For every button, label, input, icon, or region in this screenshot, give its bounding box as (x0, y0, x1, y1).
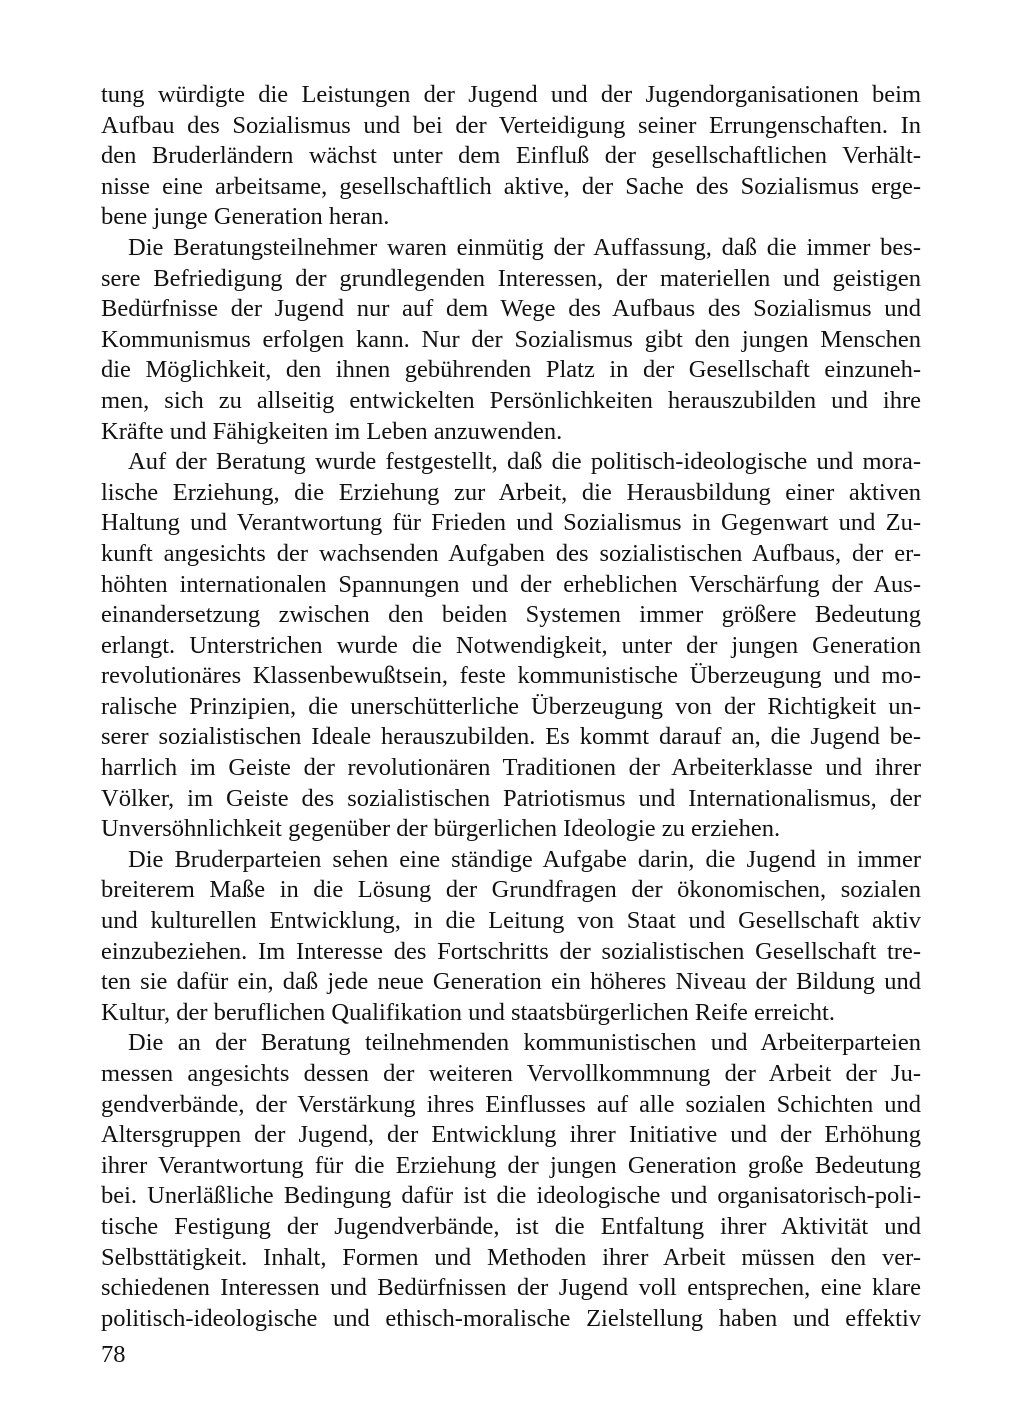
text-line: tung würdigte die Leistungen der Jugend und der Jugendorganisationen beim (101, 81, 921, 108)
text-line: schiedenen Interessen und Bedürfnissen der Jugend voll entsprechen, eine klare (101, 1274, 921, 1302)
text-line: Altersgruppen der Jugend, der Entwicklung ihrer Initiative und der Erhöhung (101, 1121, 921, 1149)
paragraph-4 (101, 845, 921, 1029)
text-line: Kultur, der beruflichen Qualifikation und staatsbürgerlichen Reife erreicht. (101, 998, 835, 1026)
paragraph-2 (101, 233, 921, 447)
paragraph-3 (101, 447, 921, 845)
text-line: bene junge Generation heran. (101, 203, 390, 231)
text-line: messen angesichts dessen der weiteren Vervollkommnung der Arbeit der Ju- (101, 1060, 921, 1087)
text-line: kunft angesichts der wachsenden Aufgaben des sozialistischen Aufbaus, der er- (101, 539, 921, 567)
text-line: Bedürfnisse der Jugend nur auf dem Wege des Aufbaus des Sozialismus und (101, 295, 921, 323)
text-line: sere Befriedigung der grundlegenden Interessen, der materiellen und geistigen (101, 264, 921, 292)
text-line: Die Beratungsteilnehmer waren einmütig der Auffassung, daß die immer bes- (128, 233, 921, 261)
text-line: ihrer Verantwortung für die Erziehung der jungen Generation große Bedeutung (101, 1151, 921, 1179)
text-line: Die an der Beratung teilnehmenden kommunistischen und Arbeiterparteien (128, 1029, 921, 1057)
text-line: den Bruderländern wächst unter dem Einfluß der gesellschaftlichen Verhält- (101, 142, 921, 170)
text-line: serer sozialistischen Ideale herauszubilden. Es kommt darauf an, die Jugend be- (101, 723, 921, 751)
text-line: höhten internationalen Spannungen und der erheblichen Verschärfung der Aus- (101, 570, 921, 598)
page-number: 78 (101, 1341, 126, 1368)
text-line: Kräfte und Fähigkeiten im Leben anzuwenden. (101, 417, 563, 445)
text-line: gendverbände, der Verstärkung ihres Einflusses auf alle sozialen Schichten und (101, 1090, 921, 1118)
text-line: ralische Prinzipien, die unerschütterliche Überzeugung von der Richtigkeit un- (101, 692, 921, 720)
text-line: nisse eine arbeitsame, gesellschaftlich aktive, der Sache des Sozialismus erge- (101, 172, 921, 200)
text-line: erlangt. Unterstrichen wurde die Notwendigkeit, unter der jungen Generation (101, 631, 921, 659)
text-line: Völker, im Geiste des sozialistischen Patriotismus und Internationalismus, der (101, 784, 921, 812)
text-line: einzubeziehen. Im Interesse des Fortschritts der sozialistischen Gesellschaft tre- (101, 937, 921, 965)
text-line: Kommunismus erfolgen kann. Nur der Sozialismus gibt den jungen Menschen (101, 325, 921, 353)
text-line: Selbsttätigkeit. Inhalt, Formen und Methoden ihrer Arbeit müssen den ver- (101, 1243, 921, 1271)
text-line: harrlich im Geiste der revolutionären Traditionen der Arbeiterklasse und ihrer (101, 754, 921, 782)
text-line: die Möglichkeit, den ihnen gebührenden Platz in der Gesellschaft einzuneh- (101, 356, 921, 384)
text-line: Aufbau des Sozialismus und bei der Verteidigung seiner Errungenschaften. In (101, 111, 921, 139)
text-line: Die Bruderparteien sehen eine ständige Aufgabe darin, die Jugend in immer (128, 845, 921, 873)
paragraph-1 (101, 80, 921, 233)
text-line: breiterem Maße in die Lösung der Grundfragen der ökonomischen, sozialen (101, 876, 921, 904)
text-line: und kulturellen Entwicklung, in die Leitung von Staat und Gesellschaft aktiv (101, 907, 921, 935)
text-line: bei. Unerläßliche Bedingung dafür ist die ideologische und organisatorisch-poli- (101, 1182, 921, 1210)
text-line: men, sich zu allseitig entwickelten Persönlichkeiten herauszubilden und ihre (101, 386, 921, 414)
text-line: lische Erziehung, die Erziehung zur Arbeit, die Herausbildung einer aktiven (101, 478, 921, 506)
paragraph-5 (101, 1028, 921, 1334)
text-line: ten sie dafür ein, daß jede neue Generation ein höheres Niveau der Bildung und (101, 968, 921, 996)
text-line: Auf der Beratung wurde festgestellt, daß die politisch-ideologische und mora- (128, 448, 921, 476)
text-line: Haltung und Verantwortung für Frieden und Sozialismus in Gegenwart und Zu- (101, 509, 921, 537)
text-line: tische Festigung der Jugendverbände, ist die Entfaltung ihrer Aktivität und (101, 1212, 921, 1240)
text-line: einandersetzung zwischen den beiden Systemen immer größere Bedeutung (101, 601, 921, 629)
text-line: revolutionäres Klassenbewußtsein, feste kommunistische Überzeugung und mo- (101, 662, 921, 690)
text-line: Unversöhnlichkeit gegenüber der bürgerlichen Ideologie zu erziehen. (101, 815, 781, 843)
page-body (101, 80, 921, 1334)
text-line: politisch-ideologische und ethisch-moralische Zielstellung haben und effektiv (101, 1304, 921, 1332)
